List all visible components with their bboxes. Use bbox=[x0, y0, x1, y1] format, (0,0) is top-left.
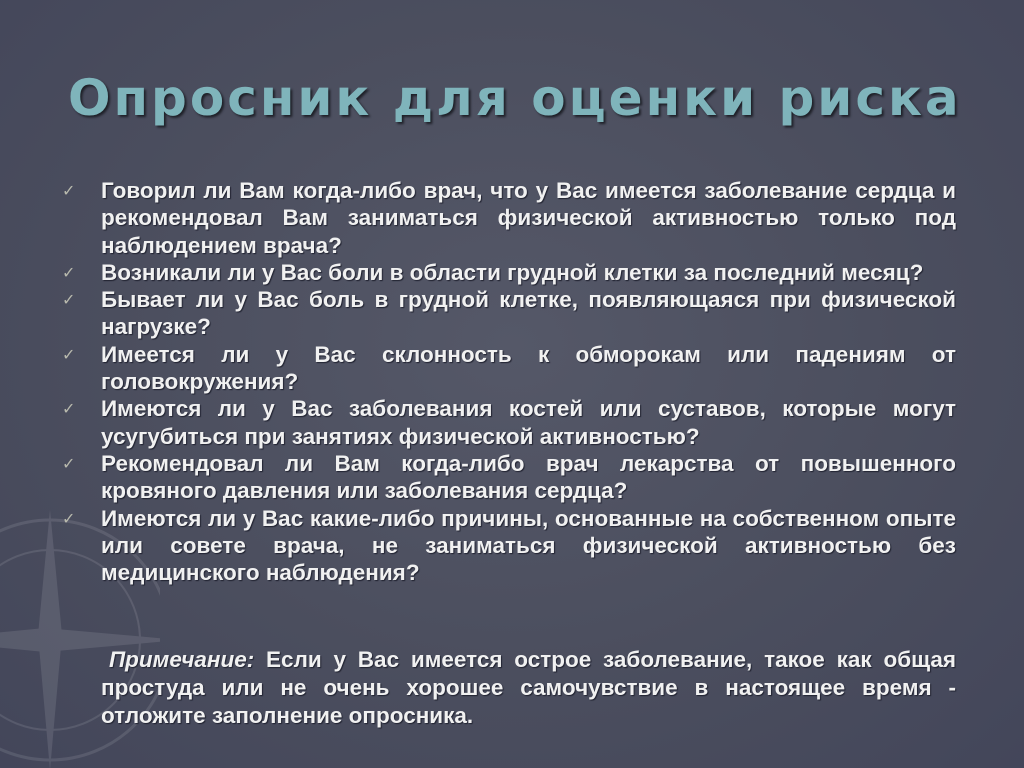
question-list bbox=[62, 177, 956, 586]
checkmark-icon: ✓ bbox=[62, 453, 76, 473]
question-text: Бывает ли у Вас боль в грудной клетке, появляющаяся при физической нагрузке? bbox=[101, 287, 956, 340]
note-paragraph bbox=[101, 646, 956, 730]
checkmark-icon: ✓ bbox=[62, 262, 76, 282]
list-item bbox=[62, 395, 956, 450]
checkmark-icon: ✓ bbox=[62, 399, 76, 419]
list-item bbox=[62, 177, 956, 259]
list-item bbox=[62, 341, 956, 396]
question-text: Имеются ли у Вас какие-либо причины, основанные на собственном опыте или совете врача, не заниматься физической активностью без медицинского наблюдения? bbox=[101, 505, 956, 586]
list-item bbox=[62, 505, 956, 587]
list-item bbox=[62, 259, 956, 286]
checkmark-icon: ✓ bbox=[62, 181, 76, 200]
question-text: Имеется ли у Вас склонность к обморокам или падениям от головокружения? bbox=[101, 341, 956, 395]
list-item bbox=[62, 450, 956, 505]
question-text: Рекомендовал ли Вам когда-либо врач лекарства от повышенного кровяного давления или заболевания сердца? bbox=[101, 450, 956, 504]
question-text: Возникали ли у Вас боли в области грудной клетки за последний месяц? bbox=[101, 259, 924, 285]
note-text: Если у Вас имеется острое заболевание, такое как общая простуда или не очень хорошее самочувствие в настоящее время - отложите заполнение опросника. bbox=[101, 647, 956, 728]
list-item bbox=[62, 286, 956, 341]
question-text: Говорил ли Вам когда-либо врач, что у Вас имеется заболевание сердца и рекомендовал Вам заниматься физической активностью только под наблюдением врача? bbox=[101, 178, 956, 258]
checkmark-icon: ✓ bbox=[62, 344, 76, 364]
checkmark-icon: ✓ bbox=[62, 290, 76, 310]
checkmark-icon: ✓ bbox=[62, 508, 76, 528]
note-label: Примечание: bbox=[109, 647, 255, 672]
slide-title: Опросник для оценки риска bbox=[68, 69, 962, 127]
question-text: Имеются ли у Вас заболевания костей или суставов, которые могут усугубиться при занятиях физической активностью? bbox=[101, 396, 956, 449]
